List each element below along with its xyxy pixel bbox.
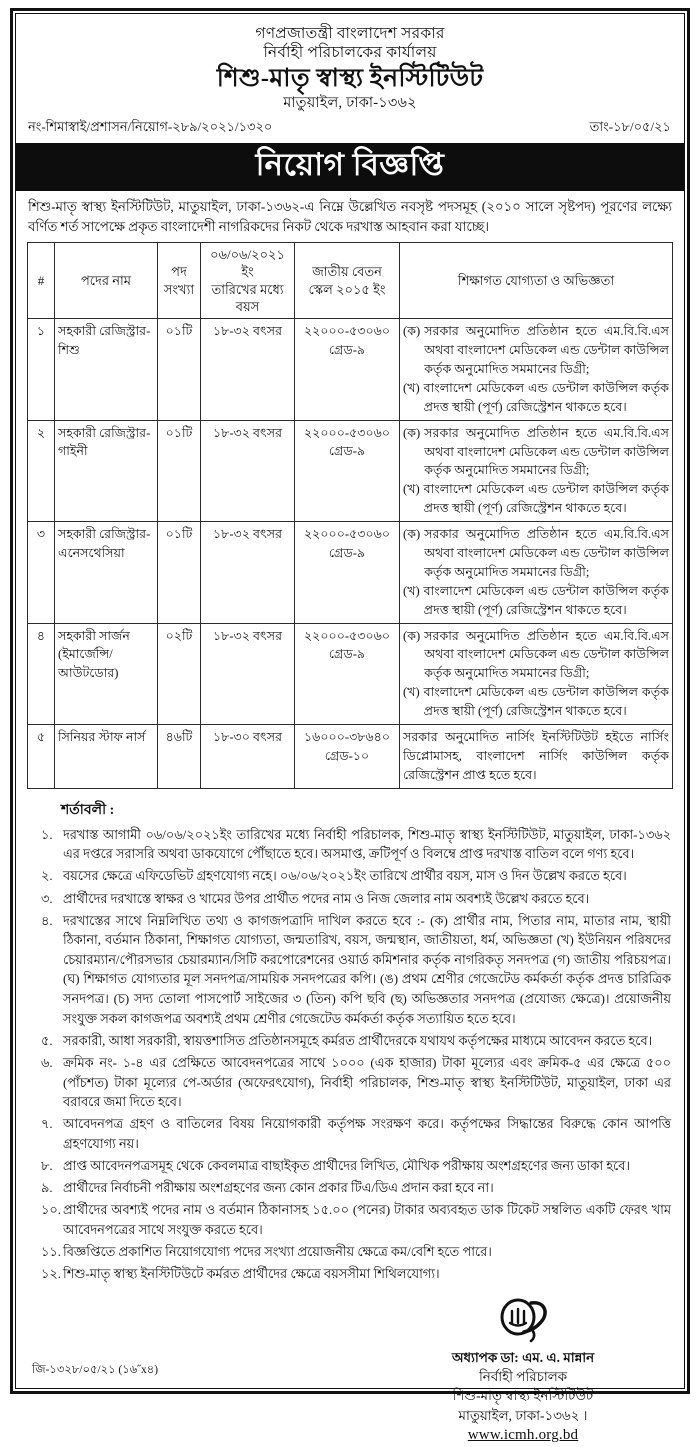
- cell-post-name: সিনিয়র স্টাফ নার্স: [55, 725, 158, 789]
- cell-post-name: সহকারী রেজিস্ট্রার-শিশু: [55, 319, 158, 420]
- document-header: [27, 25, 673, 113]
- cell-qualification: [400, 623, 673, 724]
- condition-number: ২.: [41, 869, 53, 884]
- print-reference-code: জি-১৩২৮/০৫/২১ (১৬˝x৪): [32, 1364, 159, 1376]
- cell-vacancy-count: ০১টি: [158, 522, 201, 623]
- qualification-marker: (ক): [403, 324, 421, 339]
- col-header-vacancy-count: [158, 243, 201, 319]
- condition-item: [29, 1115, 671, 1154]
- col-header-post-name: পদের নাম: [55, 243, 158, 319]
- qualification-text: বাংলাদেশ মেডিকেল এন্ড ডেন্টাল কাউন্সিল কর্তৃক প্রদত্ত স্থায়ী (পূর্ণ) রেজিস্ট্রেশন থাকতে হবে।: [423, 380, 669, 414]
- pay-grade: গ্রেড-৯: [328, 342, 366, 357]
- cell-qualification: [400, 522, 673, 623]
- cell-serial: ৪: [28, 623, 55, 724]
- qualification-item: [403, 322, 669, 379]
- qualification-item: [403, 424, 669, 481]
- qualification-text: সরকার অনুমোদিত প্রতিষ্ঠান হতে এম.বি.বি.এস অথবা বাংলাদেশ মেডিকেল এন্ড ডেন্টাল কাউন্সিল কর্তৃক অনুমোদিত সমমানের ডিগ্রী;: [424, 324, 669, 376]
- cell-age-limit: ১৮-৩২ বৎসর: [201, 623, 295, 724]
- cell-serial: ৩: [28, 522, 55, 623]
- col-header-vacancy-line2: সংখ্যা: [163, 281, 195, 297]
- condition-text: প্রার্থীদের নির্বাচনী পরীক্ষায় অংশগ্রহণের জন্য কোন প্রকার টিএ/ডিএ প্রদান করা হবে না।: [63, 1181, 494, 1196]
- condition-number: ১২.: [41, 1266, 61, 1281]
- condition-number: ১১.: [41, 1244, 61, 1259]
- qualification-text: সরকার অনুমোদিত নার্সিং ইনস্টিটিউট হইতে নার্সিং ডিপ্লোমাসহ, বাংলাদেশ নার্সিং কাউন্সিল কর্তৃক রেজিস্ট্রেশন প্রাপ্ত হতে হবে।: [403, 730, 669, 782]
- table-row: [28, 623, 673, 724]
- cell-serial: ৫: [28, 725, 55, 789]
- qualification-marker: (খ): [403, 685, 420, 700]
- condition-text: ক্রমিক নং- ১-৪ এর প্রেক্ষিতে আবেদনপত্রের সাথে ১০০০ (এক হাজার) টাকা মূল্যের এবং ক্রমিক-৫ এর ক্ষেত্রে ৫০০ (পাঁচশত) টাকা মূল্যের পে-অর্ডার (অফেরৎযোগ), নির্বাহী পরিচালক, শিশু-মাতৃ স্বাস্থ্য ইনস্টিটিউট, মাতুয়াইল, ঢাকা এর বরাবরে জমা দিতে হবে।: [63, 1055, 671, 1110]
- institute-address: মাতুয়াইল, ঢাকা-১৩৬২: [283, 95, 417, 112]
- table-row: [28, 725, 673, 789]
- cell-vacancy-count: ০২টি: [158, 623, 201, 724]
- cell-age-limit: ১৮-৩২ বৎসর: [201, 522, 295, 623]
- col-header-age-line1: ০৬/০৬/২০২১ ইং: [210, 247, 285, 280]
- notice-banner-title: নিয়োগ বিজ্ঞপ্তি: [16, 143, 684, 191]
- cell-vacancy-count: ০১টি: [158, 319, 201, 420]
- condition-item: [29, 867, 671, 887]
- office-name: নির্বাহী পরিচালকের কার্যালয়: [263, 43, 437, 61]
- condition-number: ১০.: [41, 1203, 61, 1218]
- institute-name: শিশু-মাতৃ স্বাস্থ্য ইনস্টিটিউট: [216, 64, 484, 92]
- col-header-age-limit: [201, 243, 295, 319]
- cell-pay-scale: [295, 420, 400, 521]
- qualification-item: [403, 582, 669, 620]
- condition-text: বিজ্ঞপ্তিতে প্রকাশিত নিয়োগযোগ্য পদের সংখ্যা প্রয়োজনীয় ক্ষেত্রে কম/বেশি হতে পারে।: [63, 1244, 492, 1259]
- condition-number: ৩.: [41, 891, 53, 906]
- condition-item: [29, 1032, 671, 1052]
- vacancy-table: [27, 242, 673, 789]
- col-header-pay-line2: স্কেল ২০১৫ ইং: [308, 281, 386, 297]
- qualification-marker: (ক): [403, 628, 421, 643]
- cell-post-name: সহকারী রেজিস্ট্রার-এনেসথেসিয়া: [55, 522, 158, 623]
- condition-text: দরখাস্তের সাথে নিম্নলিখিত তথ্য ও কাগজপত্রাদি দাখিল করতে হবে :- (ক) প্রার্থীর নাম, পিতার নাম, মাতার নাম, স্থায়ী ঠিকানা, বর্তমান ঠিকানা, শিক্ষাগত যোগ্যতা, জন্মতারিখ, বয়স, জন্মস্থান, জাতীয়তা, ধর্ম, অভিজ্ঞতা (খ) ইউনিয়ন পরিষদের চেয়ারম্যান/পৌরসভার চেয়ারম্যান/সিটি করপোরেশনের ওয়ার্ড কমিশনার কর্তৃক নাগরিকতৃ সনদপত্র (গ) জাতীয় পরিচয়পত্র। (ঘ) শিক্ষাগত যোগ্যতার মূল সনদপত্র/সাময়িক সনদপত্রের কপি। (ঙ) প্রথম শ্রেণীর গেজেটেড কর্মকর্তা কর্তৃক প্রদত্ত চারিত্রিক সনদপত্র। (চ) সদ্য তোলা পাসপোর্ট সাইজের ৩ (তিন) কপি ছবি (ছ) অভিজ্ঞতার সনদপত্র (প্রযোজ্য ক্ষেত্রে)। প্রয়োজনীয় সংযুক্ত সকল কাগজপত্র অবশ্যই প্রথম শ্রেণীর গেজেটেড কর্মকর্তা কর্তৃক সত্যায়িত হতে হবে।: [63, 913, 671, 1026]
- condition-item: [29, 1157, 671, 1177]
- signatory-address: মাতুয়াইল, ঢাকা-১৩৬২ ।: [458, 1407, 588, 1423]
- col-header-qualification: শিক্ষাগত যোগ্যতা ও অভিজ্ঞতা: [400, 243, 673, 319]
- condition-item: [29, 1265, 671, 1285]
- qualification-marker: (ক): [403, 425, 421, 440]
- condition-item: [29, 1201, 671, 1240]
- cell-vacancy-count: ৪৬টি: [158, 725, 201, 789]
- pay-scale-range: ১৬০০০-৩৮৬৪০: [303, 730, 391, 745]
- conditions-heading: শর্তাবলী :: [61, 802, 115, 818]
- condition-number: ৮.: [41, 1158, 53, 1173]
- conditions-list: [27, 826, 673, 1285]
- official-signature-seal-icon: [491, 1295, 555, 1347]
- pay-grade: গ্রেড-১০: [324, 748, 370, 763]
- qualification-marker: (খ): [403, 583, 420, 598]
- condition-number: ৭.: [41, 1117, 53, 1132]
- condition-number: ৯.: [41, 1181, 53, 1196]
- govt-name: গণপ্রজাতন্ত্রী বাংলাদেশ সরকার: [255, 25, 445, 42]
- qualification-text: সরকার অনুমোদিত প্রতিষ্ঠান হতে এম.বি.বি.এস অথবা বাংলাদেশ মেডিকেল এন্ড ডেন্টাল কাউন্সিল কর্তৃক অনুমোদিত সমমানের ডিগ্রী;: [424, 425, 669, 478]
- col-header-pay-scale: [295, 243, 400, 319]
- cell-age-limit: ১৮-৩০ বৎসর: [201, 725, 295, 789]
- qualification-marker: (খ): [403, 482, 420, 497]
- cell-serial: ২: [28, 420, 55, 521]
- condition-text: বয়সের ক্ষেত্রে এফিডেভিট গ্রহণযোগ্য নহে। ০৬/০৬/২০২১ইং তারিখে প্রার্থীর বয়স, মাস ও দিন উল্লেখ করতে হবে।: [63, 869, 627, 884]
- table-row: [28, 420, 673, 521]
- pay-grade: গ্রেড-৯: [328, 647, 366, 662]
- pay-scale-range: ২২০০০-৫৩০৬০: [303, 324, 391, 339]
- table-row: [28, 522, 673, 623]
- qualification-item: [403, 480, 669, 518]
- col-header-pay-line1: জাতীয় বেতন: [312, 264, 382, 280]
- qualification-item: [403, 683, 669, 721]
- page-content: [16, 14, 684, 1444]
- qualification-text: বাংলাদেশ মেডিকেল এন্ড ডেন্টাল কাউন্সিল কর্তৃক প্রদত্ত স্থায়ী (পূর্ণ) রেজিস্ট্রেশন থাকতে হবে।: [423, 583, 669, 617]
- condition-text: প্রাপ্ত আবেদনপত্রসমূহ থেকে কেবলমাত্র বাছাইকৃত প্রার্থীদের লিখিত, মৌখিক পরীক্ষায় অংশগ্রহণের জন্য ডাকা হবে।: [63, 1158, 631, 1173]
- institute-website-link[interactable]: www.icmh.org.bd: [467, 1427, 579, 1444]
- memo-number: নং-শিমাস্বাই/প্রশাসন/নিয়োগ-২৮৯/২০২১/১৩২০: [28, 119, 273, 134]
- cell-qualification: [400, 319, 673, 420]
- qualification-marker: (খ): [403, 380, 420, 395]
- condition-number: ৪.: [41, 913, 53, 928]
- condition-number: ৫.: [41, 1033, 53, 1048]
- cell-pay-scale: [295, 319, 400, 420]
- intro-paragraph: শিশু-মাতৃ স্বাস্থ্য ইনস্টিটিউট, মাতুয়াইল, ঢাকা-১৩৬২-এ নিম্নে উল্লেখিত নবসৃষ্ট পদসমূহ (২০১০ সালে সৃষ্টপদ) পূরণের লক্ষ্যে বর্ণিত শর্ত সাপেক্ষে প্রকৃত বাংলাদেশী নাগরিকদের নিকট থেকে দরখাস্ত আহবান করা যাচ্ছে।: [28, 198, 672, 234]
- cell-age-limit: ১৮-৩২ বৎসর: [201, 420, 295, 521]
- signature-block: [373, 1295, 673, 1447]
- cell-serial: ১: [28, 319, 55, 420]
- cell-post-name: সহকারী সার্জন (ইমার্জেন্সি/ আউটডোর): [55, 623, 158, 724]
- signatory-name: অধ্যাপক ডা: এম. এ. মান্নান: [451, 1349, 595, 1365]
- qualification-item: [403, 627, 669, 684]
- pay-scale-range: ২২০০০-৫৩০৬০: [303, 527, 391, 542]
- pay-scale-range: ২২০০০-৫৩০৬০: [303, 628, 391, 643]
- condition-text: প্রার্থীদের দরখাস্তে স্বাক্ষর ও খামের উপর প্রার্থীত পদের নাম ও নিজ জেলার নাম অবশ্যই উল্লেখ করতে হবে।: [63, 891, 590, 906]
- qualification-text: বাংলাদেশ মেডিকেল এন্ড ডেন্টাল কাউন্সিল কর্তৃক প্রদত্ত স্থায়ী (পূর্ণ) রেজিস্ট্রেশন থাকতে হবে।: [423, 482, 669, 516]
- qualification-text: সরকার অনুমোদিত প্রতিষ্ঠান হতে এম.বি.বি.এস অথবা বাংলাদেশ মেডিকেল এন্ড ডেন্টাল কাউন্সিল কর্তৃক অনুমোদিত সমমানের ডিগ্রী;: [424, 628, 669, 681]
- condition-text: প্রার্থীদের অবশ্যই পদের নাম ও বর্তমান ঠিকানাসহ ১৫.০০ (পনের) টাকার অব্যবহৃত ডাক টিকেট সম্বলিত একটি ফেরৎ খাম আবেদনপত্রের সাথে সংযুক্ত করতে হবে।: [63, 1203, 671, 1237]
- condition-item: [29, 826, 671, 865]
- cell-age-limit: ১৮-৩২ বৎসর: [201, 319, 295, 420]
- memo-row: [27, 118, 673, 139]
- condition-text: সরকারী, আধা সরকারী, স্বায়ত্তশাসিত প্রতিষ্ঠানসমূহে কর্মরত প্রার্থীদেরকে যথাযথ কর্তৃপক্ষের মাধ্যমে আবেদন করতে হবে।: [63, 1033, 653, 1048]
- qualification-marker: (ক): [403, 527, 421, 542]
- cell-qualification: [400, 420, 673, 521]
- condition-item: [29, 1054, 671, 1113]
- cell-pay-scale: [295, 522, 400, 623]
- qualification-text: সরকার অনুমোদিত প্রতিষ্ঠান হতে এম.বি.বি.এস অথবা বাংলাদেশ মেডিকেল এন্ড ডেন্টাল কাউন্সিল কর্তৃক অনুমোদিত সমমানের ডিগ্রী;: [424, 527, 669, 579]
- table-header-row: [28, 243, 673, 319]
- signatory-designation: নির্বাহী পরিচালক: [478, 1369, 568, 1385]
- vacancy-table-body: [28, 319, 673, 788]
- pay-grade: গ্রেড-৯: [328, 444, 366, 459]
- cell-pay-scale: [295, 725, 400, 789]
- qualification-text: বাংলাদেশ মেডিকেল এন্ড ডেন্টাল কাউন্সিল কর্তৃক প্রদত্ত স্থায়ী (পূর্ণ) রেজিস্ট্রেশন থাকতে হবে।: [423, 685, 669, 719]
- condition-item: [29, 912, 671, 1030]
- pay-scale-range: ২২০০০-৫৩০৬০: [303, 425, 391, 440]
- condition-item: [29, 1243, 671, 1263]
- qualification-item: [403, 525, 669, 582]
- signatory-institute: শিশু-মাতৃ স্বাস্থ্য ইনস্টিটিউট: [452, 1388, 594, 1404]
- table-row: [28, 319, 673, 420]
- cell-post-name: সহকারী রেজিস্ট্রার-গাইনী: [55, 420, 158, 521]
- cell-vacancy-count: ০১টি: [158, 420, 201, 521]
- condition-number: ১.: [41, 827, 53, 842]
- qualification-item: [403, 379, 669, 417]
- page-inner-border: [15, 13, 685, 1444]
- condition-number: ৬.: [41, 1055, 53, 1070]
- vacancy-table-head: [28, 243, 673, 319]
- condition-text: শিশু-মাতৃ স্বাস্থ্য ইনস্টিটিউটে কর্মরত প্রার্থীদের ক্ষেত্রে বয়সসীমা শিথিলযোগ্য।: [63, 1266, 440, 1281]
- condition-text: আবেদনপত্র গ্রহণ ও বাতিলের বিষয় নিয়োগকারী কর্তৃপক্ষ সংরক্ষণ করে। কর্তৃপক্ষের সিদ্ধান্তের বিরুদ্ধে কোন আপত্তি গ্রহণযোগ্য নয়।: [63, 1117, 671, 1151]
- col-header-serial: #: [28, 243, 55, 319]
- col-header-age-line2: তারিখের মধ্যে বয়স: [211, 281, 284, 314]
- condition-text: দরখাস্ত আগামী ০৬/০৬/২০২১ইং তারিখের মধ্যে নির্বাহী পরিচালক, শিশু-মাতৃ স্বাস্থ্য ইনস্টিটিউট, মাতুয়াইল, ঢাকা-১৩৬২ এর দপ্তরে সরাসরি অথবা ডাকযোগে পৌঁছাতে হবে। অসমাপ্ত, ক্রটিপূর্ণ ও বিলম্বে প্রাপ্ত দরখাস্ত বাতিল বলে গণ্য হবে।: [63, 827, 671, 862]
- condition-item: [29, 890, 671, 910]
- pay-grade: গ্রেড-৯: [328, 545, 366, 560]
- page-outer-border: [10, 8, 690, 1444]
- condition-item: [29, 1179, 671, 1199]
- memo-date: তাং-১৮/০৫/২১: [589, 119, 671, 134]
- col-header-vacancy-line1: পদ: [171, 264, 187, 280]
- cell-qualification: [400, 725, 673, 789]
- cell-pay-scale: [295, 623, 400, 724]
